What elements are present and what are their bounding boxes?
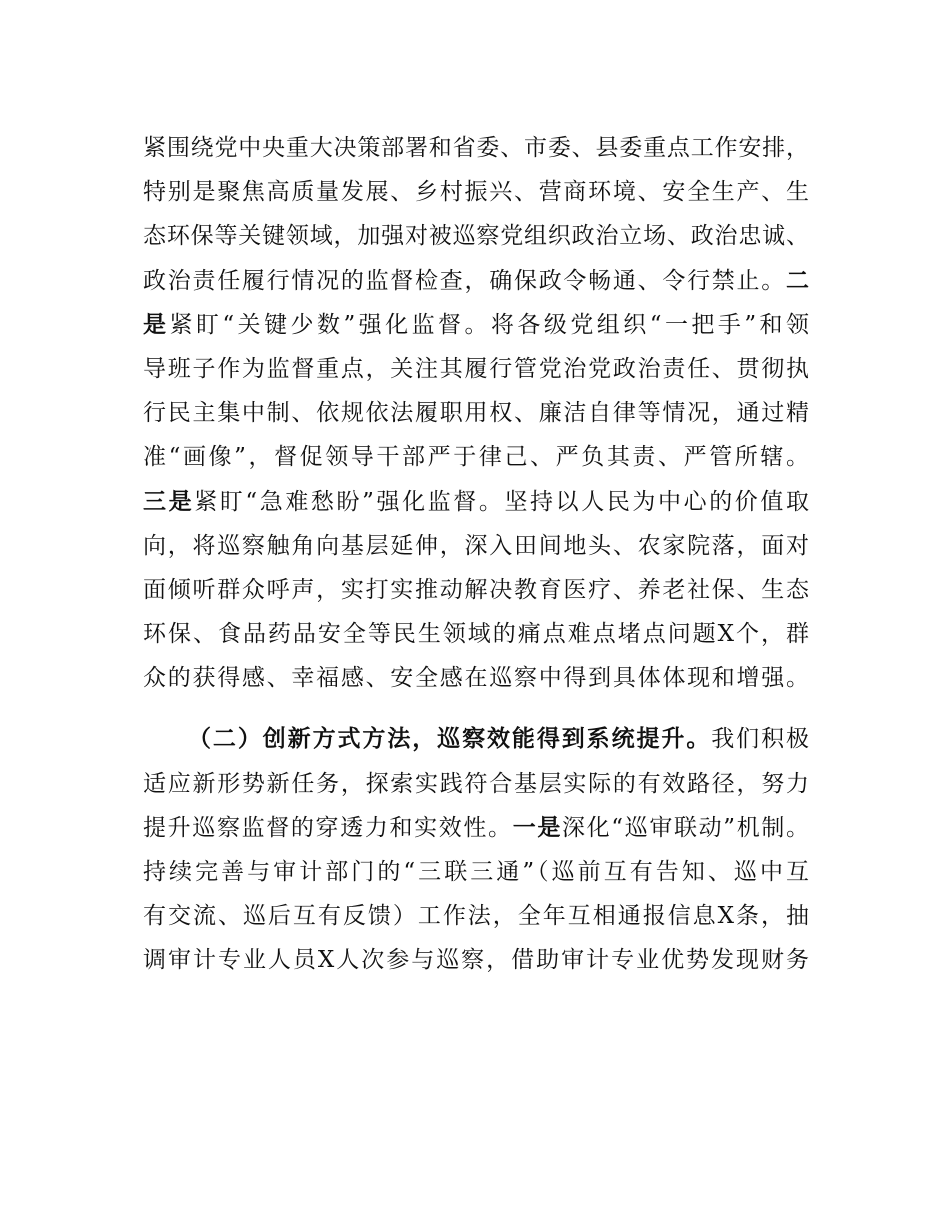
bold-text: 三是 (143, 488, 195, 515)
text-line (143, 616, 809, 660)
body-text: 紧盯“关键少数”强化监督。将各级党组织“一把手”和领 (169, 311, 809, 338)
bold-text: （二）创新方式方法，巡察效能得到系统提升。 (188, 726, 712, 753)
bold-text: 是 (143, 311, 170, 338)
body-text: 态环保等关键领域，加强对被巡察党组织政治立场、政治忠诚、 (143, 223, 809, 250)
text-line (143, 766, 809, 810)
text-line (143, 854, 809, 898)
text-line (143, 572, 809, 616)
bold-text: 一是 (512, 814, 563, 841)
text-line (143, 810, 809, 854)
paragraph (143, 130, 809, 704)
text-line (143, 263, 809, 307)
bold-text: 二 (786, 267, 809, 294)
text-line (143, 721, 809, 765)
body-text: 导班子作为监督重点，关注其履行管党治党政治责任、贯彻执 (143, 355, 809, 382)
body-text: 行民主集中制、依规依法履职用权、廉洁自律等情况，通过精 (143, 400, 809, 427)
text-line (143, 942, 809, 986)
text-line (143, 439, 809, 483)
text-line (143, 307, 809, 351)
body-text: 特别是聚焦高质量发展、乡村振兴、营商环境、安全生产、生 (143, 179, 809, 206)
text-line (143, 898, 809, 942)
body-text: 环保、食品药品安全等民生领域的痛点难点堵点问题X个，群 (143, 621, 809, 648)
paragraph (143, 721, 809, 986)
body-text: 紧盯“急难愁盼”强化监督。坚持以人民为中心的价值取 (194, 488, 809, 515)
text-line (143, 660, 809, 704)
text-line (143, 484, 809, 528)
body-text: 面倾听群众呼声，实打实推动解决教育医疗、养老社保、生态 (143, 576, 809, 603)
text-line (143, 130, 809, 174)
body-text: 向，将巡察触角向基层延伸，深入田间地头、农家院落，面对 (143, 532, 809, 559)
body-text: 适应新形势新任务，探索实践符合基层实际的有效路径，努力 (143, 770, 809, 797)
body-text: 众的获得感、幸福感、安全感在巡察中得到具体体现和增强。 (143, 665, 809, 692)
body-text: 有交流、巡后互有反馈）工作法，全年互相通报信息X条，抽 (143, 903, 809, 930)
body-text: 调审计专业人员X人次参与巡察，借助审计专业优势发现财务 (143, 947, 809, 974)
body-text: 政治责任履行情况的监督检查，确保政令畅通、令行禁止。 (143, 267, 786, 294)
body-text: 我们积极 (711, 726, 810, 753)
text-line (143, 174, 809, 218)
body-text: 紧围绕党中央重大决策部署和省委、市委、县委重点工作安排， (143, 135, 809, 161)
text-line (143, 528, 809, 572)
body-text: 深化“巡审联动”机制。 (562, 814, 810, 841)
body-text: 提升巡察监督的穿透力和实效性。 (143, 814, 513, 841)
body-text: 持续完善与审计部门的“三联三通”（巡前互有告知、巡中互 (143, 859, 809, 885)
text-line (143, 395, 809, 439)
document-page (143, 130, 809, 987)
text-line (143, 351, 809, 395)
text-line (143, 218, 809, 262)
body-text: 准“画像”，督促领导干部严于律己、严负其责、严管所辖。 (143, 444, 809, 471)
